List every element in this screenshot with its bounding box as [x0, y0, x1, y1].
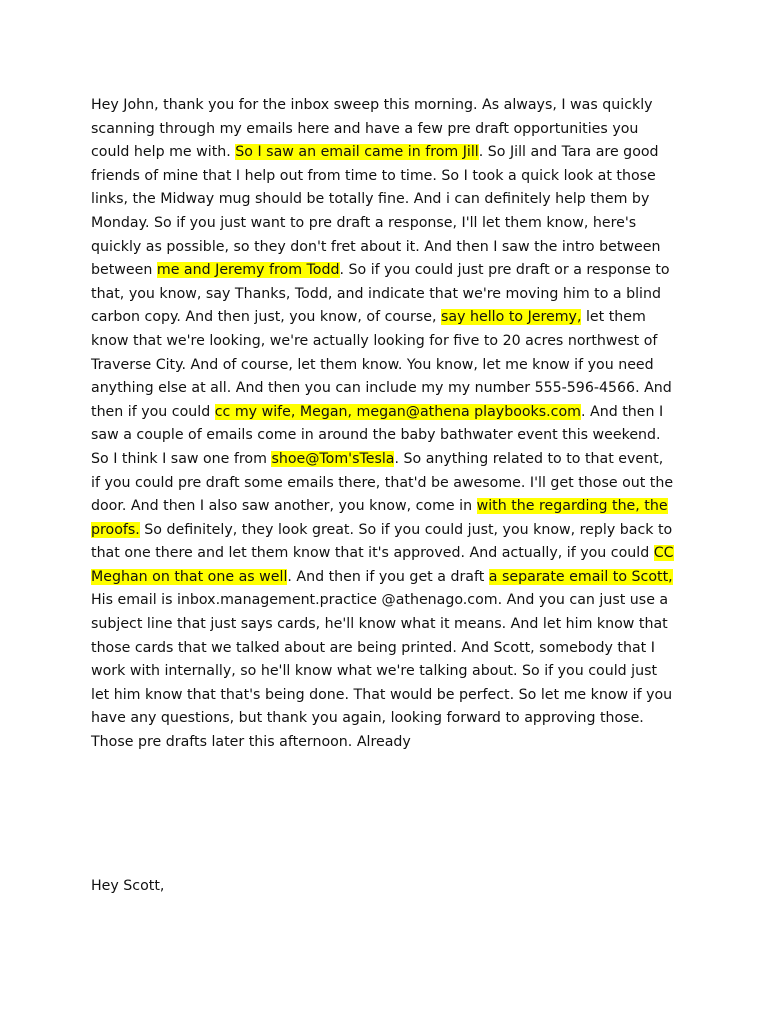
- text-segment: those cards that we talked about are being printed. And Scott, somebody that I: [91, 639, 655, 656]
- text-line: [91, 684, 691, 708]
- text-segment: subject line that just says cards, he'll know what it means. And let him know that: [91, 616, 668, 633]
- text-segment: Those pre drafts later this afternoon. Already: [91, 734, 411, 751]
- text-segment: that, you know, say Thanks, Todd, and indicate that we're moving him to a blind: [91, 285, 661, 302]
- text-line: [91, 424, 691, 448]
- text-line: [91, 589, 691, 613]
- text-segment: friends of mine that I help out from time to time. So I took a quick look at those: [91, 167, 656, 184]
- text-segment: work with internally, so he'll know what we're talking about. So if you could just: [91, 663, 658, 680]
- text-segment: So I think I saw one from: [91, 450, 272, 467]
- text-segment: . So if you could just pre draft or a response to: [339, 262, 670, 279]
- text-segment: . And then I: [580, 403, 664, 420]
- text-line: [91, 707, 691, 731]
- text-line: [91, 472, 691, 496]
- highlighted-text: Meghan on that one as well: [91, 568, 288, 585]
- text-segment: door. And then I also saw another, you know, come in: [91, 498, 477, 515]
- closing-greeting: Hey Scott,: [91, 878, 165, 894]
- text-line: [91, 660, 691, 684]
- text-line: [91, 330, 691, 354]
- email-body-text: [91, 94, 691, 755]
- highlighted-text: shoe@Tom'sTesla: [271, 450, 395, 467]
- highlighted-text: a separate email to Scott,: [488, 568, 673, 585]
- highlighted-text: So I saw an email came in from Jill: [235, 144, 479, 161]
- text-line: [91, 141, 691, 165]
- text-line: [91, 566, 691, 590]
- highlighted-text: cc my wife, Megan, megan@athena playbooks.com: [214, 403, 581, 420]
- text-line: [91, 165, 691, 189]
- text-segment: scanning through my emails here and have a few pre draft opportunities you: [91, 120, 639, 137]
- text-segment: His email is inbox.management.practice @athenago.com. And you can just use a: [91, 592, 669, 609]
- text-line: [91, 731, 691, 755]
- text-segment: between: [91, 262, 157, 279]
- highlighted-text: proofs.: [91, 521, 140, 538]
- text-segment: let them: [581, 309, 646, 326]
- text-segment: . So anything related to to that event,: [394, 450, 664, 467]
- text-line: [91, 188, 691, 212]
- text-line: [91, 306, 691, 330]
- text-segment: anything else at all. And then you can include my my number 555-596-4566. And: [91, 380, 672, 397]
- text-segment: Hey John, thank you for the inbox sweep this morning. As always, I was quickly: [91, 97, 653, 113]
- highlighted-text: with the regarding the, the: [476, 498, 668, 515]
- text-line: [91, 94, 691, 118]
- text-line: [91, 377, 691, 401]
- text-segment: Traverse City. And of course, let them know. You know, let me know if you need: [91, 356, 654, 373]
- highlighted-text: say hello to Jeremy,: [441, 309, 582, 326]
- text-segment: . And then if you get a draft: [287, 568, 489, 585]
- text-line: [91, 613, 691, 637]
- text-line: [91, 236, 691, 260]
- highlighted-text: CC: [653, 545, 674, 562]
- text-segment: have any questions, but thank you again, looking forward to approving those.: [91, 710, 644, 727]
- text-segment: Monday. So if you just want to pre draft a response, I'll let them know, here's: [91, 214, 637, 231]
- text-line: [91, 637, 691, 661]
- text-segment: links, the Midway mug should be totally fine. And i can definitely help them by: [91, 191, 650, 208]
- text-segment: know that we're looking, we're actually looking for five to 20 acres northwest of: [91, 332, 658, 349]
- text-segment: could help me with.: [91, 144, 236, 161]
- text-segment: . So Jill and Tara are good: [478, 144, 659, 161]
- text-segment: quickly as possible, so they don't fret about it. And then I saw the intro between: [91, 238, 661, 255]
- text-line: [91, 354, 691, 378]
- text-line: [91, 259, 691, 283]
- text-line: [91, 542, 691, 566]
- text-segment: if you could pre draft some emails there, that'd be awesome. I'll get those out the: [91, 474, 674, 491]
- text-line: [91, 448, 691, 472]
- text-line: [91, 212, 691, 236]
- text-line: [91, 118, 691, 142]
- text-line: [91, 495, 691, 519]
- text-line: [91, 519, 691, 543]
- text-segment: let him know that that's being done. That would be perfect. So let me know if you: [91, 686, 673, 703]
- text-segment: saw a couple of emails come in around the baby bathwater event this weekend.: [91, 427, 661, 444]
- text-segment: So definitely, they look great. So if you could just, you know, reply back to: [139, 521, 673, 538]
- highlighted-text: me and Jeremy from Todd: [156, 262, 340, 279]
- text-segment: that one there and let them know that it's approved. And actually, if you could: [91, 545, 654, 562]
- text-segment: then if you could: [91, 403, 215, 420]
- text-segment: carbon copy. And then just, you know, of course,: [91, 309, 442, 326]
- text-line: [91, 283, 691, 307]
- text-line: [91, 401, 691, 425]
